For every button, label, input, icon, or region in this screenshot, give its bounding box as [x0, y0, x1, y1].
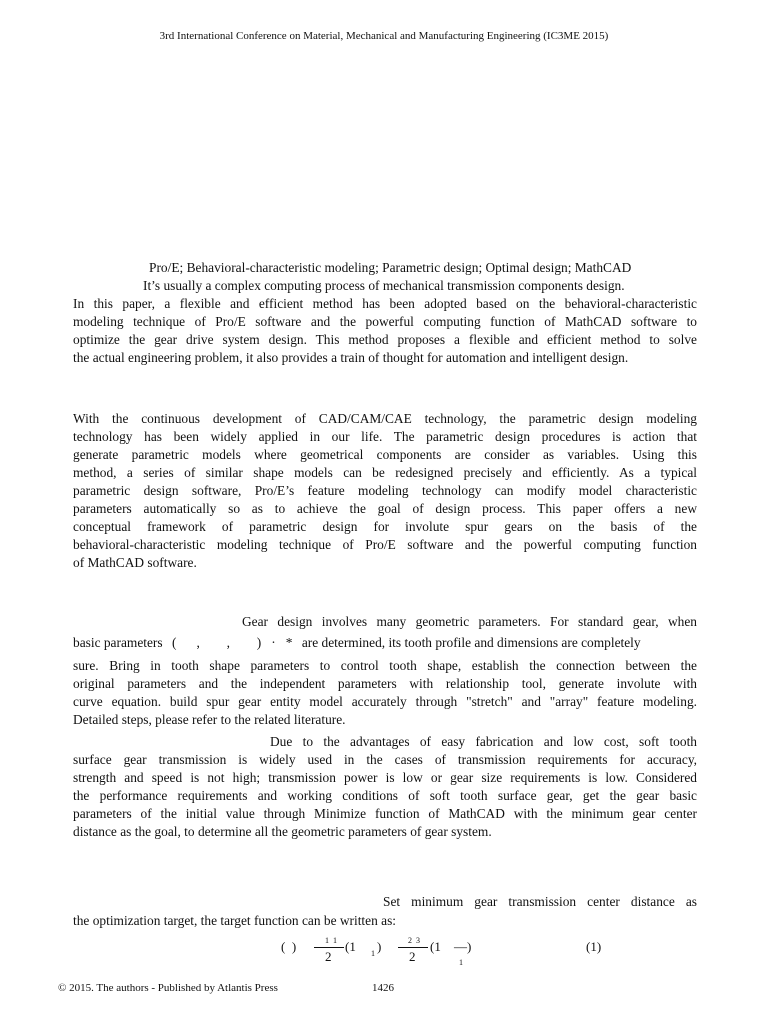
eq-dash: —)	[454, 939, 472, 954]
soft-tooth-line: surface gear transmission is widely used in the cases of transmission requirements for accuracy,	[73, 752, 697, 767]
abstract-line: optimize the gear drive system design. This method proposes a flexible and efficient method to solve	[73, 332, 697, 347]
soft-tooth-line: strength and speed is not high; transmission power is low or gear size requirements is low. Considered	[73, 770, 697, 785]
gear-design-line: original parameters and the independent parameters with relationship tool, generate involute with	[73, 676, 697, 691]
intro-line: technology has been widely applied in our life. The parametric design procedures is action that	[73, 429, 697, 444]
params-suffix: are determined, its tooth profile and dimensions are completely	[301, 635, 641, 650]
abstract-line: In this paper, a flexible and efficient method has been adopted based on the behavioral-characteristic	[73, 296, 697, 311]
intro-line: behavioral-characteristic modeling technique of Pro/E software and the powerful computing function	[73, 537, 697, 552]
equation-1	[0, 936, 768, 972]
eq-fraction-bar	[398, 947, 428, 948]
abstract-line: It’s usually a complex computing process of mechanical transmission components design.	[143, 278, 625, 293]
soft-tooth-body	[73, 751, 697, 841]
intro-line: With the continuous development of CAD/CAM/CAE technology, the parametric design modeling	[73, 411, 697, 426]
intro-line: generate parametric models where geometrical components are consider as variables. Using this	[73, 447, 697, 462]
intro-line: parametric design software, Pro/E’s feature modeling technology can modify model characteristic	[73, 483, 697, 498]
abstract	[73, 277, 697, 367]
objective-second-line	[73, 912, 697, 930]
gear-design-first-line	[242, 613, 697, 631]
intro-line: conceptual framework of parametric design for involute spur gears on the basis of the	[73, 519, 697, 534]
soft-tooth-line: distance as the goal, to determine all the geometric parameters of gear system.	[73, 824, 492, 839]
objective-first-line	[383, 893, 697, 911]
abstract-line: the actual engineering problem, it also provides a train of thought for automation and intelligent design.	[73, 350, 629, 365]
eq-sub2: 1	[459, 958, 463, 967]
introduction	[73, 410, 697, 572]
conference-header: 3rd International Conference on Material, Mechanical and Manufacturing Engineering (IC3ME 2015)	[159, 30, 609, 42]
soft-tooth-line: the performance requirements and working conditions of soft tooth surface gear, get the gear basic	[73, 788, 697, 803]
eq-lhs: ( )	[281, 939, 297, 954]
gear-design-line: curve equation. build spur gear entity model accurately through "stretch" and "array" feature modeling.	[73, 694, 697, 709]
eq-den2: 2	[409, 949, 416, 964]
intro-line: parameters automatically so as to achieve the goal of design process. This paper offers a new	[73, 501, 697, 516]
objective-line: the optimization target, the target function can be written as:	[73, 913, 397, 928]
eq-sub1: 1	[371, 949, 375, 958]
keywords-line: Pro/E; Behavioral-characteristic modeling; Parametric design; Optimal design; MathCAD	[149, 260, 632, 275]
intro-line: of MathCAD software.	[73, 555, 197, 570]
eq-fraction-bar	[314, 947, 344, 948]
soft-tooth-line: Due to the advantages of easy fabrication and low cost, soft tooth	[270, 734, 697, 749]
gear-design-line: Detailed steps, please refer to the related literature.	[73, 712, 346, 727]
gear-design-body	[73, 657, 697, 729]
eq-mid1: (1	[345, 939, 356, 954]
gear-params-line	[73, 634, 697, 652]
gear-design-line: sure. Bring in tooth shape parameters to control tooth shape, establish the connection between the	[73, 658, 697, 673]
soft-tooth-line: parameters of the initial value through Minimize function of MathCAD with the minimum gear center	[73, 806, 697, 821]
eq-mid2: (1	[430, 939, 441, 954]
eq-num2: 2 3	[408, 936, 420, 945]
params-symbols: ( , , ) · *	[171, 635, 293, 650]
gear-design-line: Gear design involves many geometric parameters. For standard gear, when	[242, 614, 697, 629]
soft-tooth-first-line	[270, 733, 697, 751]
objective-line: Set minimum gear transmission center distance as	[383, 894, 697, 909]
intro-line: method, a series of similar shape models can be redesigned precisely and efficiently. As a typical	[73, 465, 697, 480]
copyright-notice: © 2015. The authors - Published by Atlantis Press	[58, 982, 278, 994]
eq-close1: )	[377, 939, 382, 954]
params-prefix: basic parameters	[73, 635, 163, 650]
page-number: 1426	[372, 982, 394, 994]
abstract-line: modeling technique of Pro/E software and the powerful computing function of MathCAD software to	[73, 314, 697, 329]
eq-num1: 1 1	[325, 936, 337, 945]
eq-den1: 2	[325, 949, 332, 964]
equation-number: (1)	[586, 939, 602, 954]
